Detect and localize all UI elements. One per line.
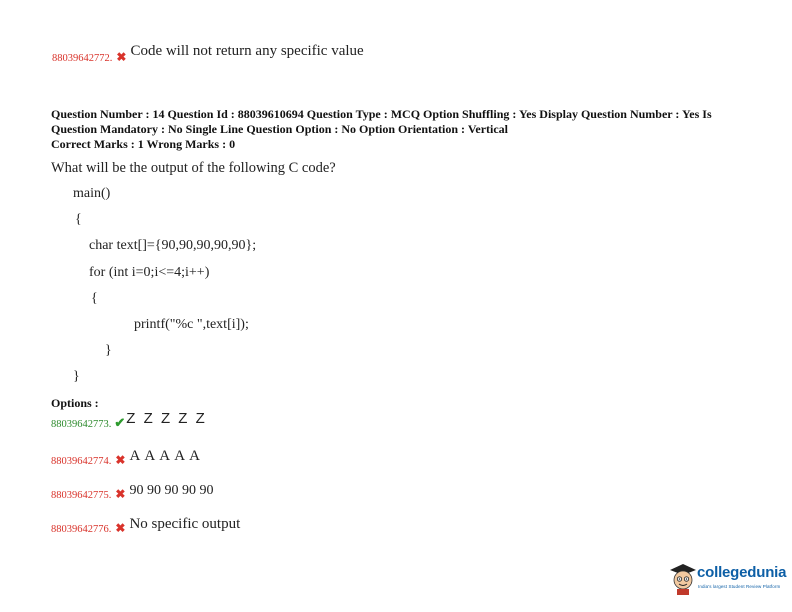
code-line: { [75,212,82,227]
option-id: 88039642773. [51,419,112,430]
option-row [51,448,201,469]
option-row-correct [51,410,207,432]
option-row [51,485,213,503]
previous-option-row [52,43,364,66]
code-line: main() [73,186,111,201]
code-line: { [91,291,98,306]
option-text: Code will not return any specific value [130,43,364,59]
option-id: 88039642776. [51,524,112,535]
code-line: } [73,369,80,384]
code-line: char text[]={90,90,90,90,90}; [89,238,257,253]
mascot-icon [668,562,698,596]
question-text: What will be the output of the following C code? [51,160,336,176]
question-meta-line1: Question Number : 14 Question Id : 88039610694 Question Type : MCQ Option Shuffling : Yes Display Question Number : Yes Is [51,107,712,121]
logo-tagline: India's largest Student Review Platform [698,584,781,589]
option-text: No specific output [129,516,241,532]
code-line: for (int i=0;i<=4;i++) [89,265,210,280]
cross-icon: ✖ [115,521,126,535]
code-line: printf("%c ",text[i]); [134,317,249,332]
logo-name: collegedunia [697,564,787,581]
code-line: } [105,343,112,358]
cross-icon: ✖ [115,453,126,467]
option-id: 88039642774. [51,456,112,467]
question-meta-line3: Correct Marks : 1 Wrong Marks : 0 [51,137,236,151]
cross-icon: ✖ [116,50,127,64]
question-meta-line2: Question Mandatory : No Single Line Question Option : No Option Orientation : Vertical [51,122,509,136]
option-id: 88039642772. [52,53,113,64]
option-text: A A A A A [129,448,201,464]
option-row [51,516,241,537]
check-icon: ✔ [114,415,126,430]
options-label: Options : [51,396,99,410]
option-text: 90 90 90 90 90 [129,483,214,498]
option-id: 88039642775. [51,490,112,501]
option-text: Z Z Z Z Z [126,410,207,427]
cross-icon: ✖ [115,487,126,501]
collegedunia-logo [668,562,786,598]
